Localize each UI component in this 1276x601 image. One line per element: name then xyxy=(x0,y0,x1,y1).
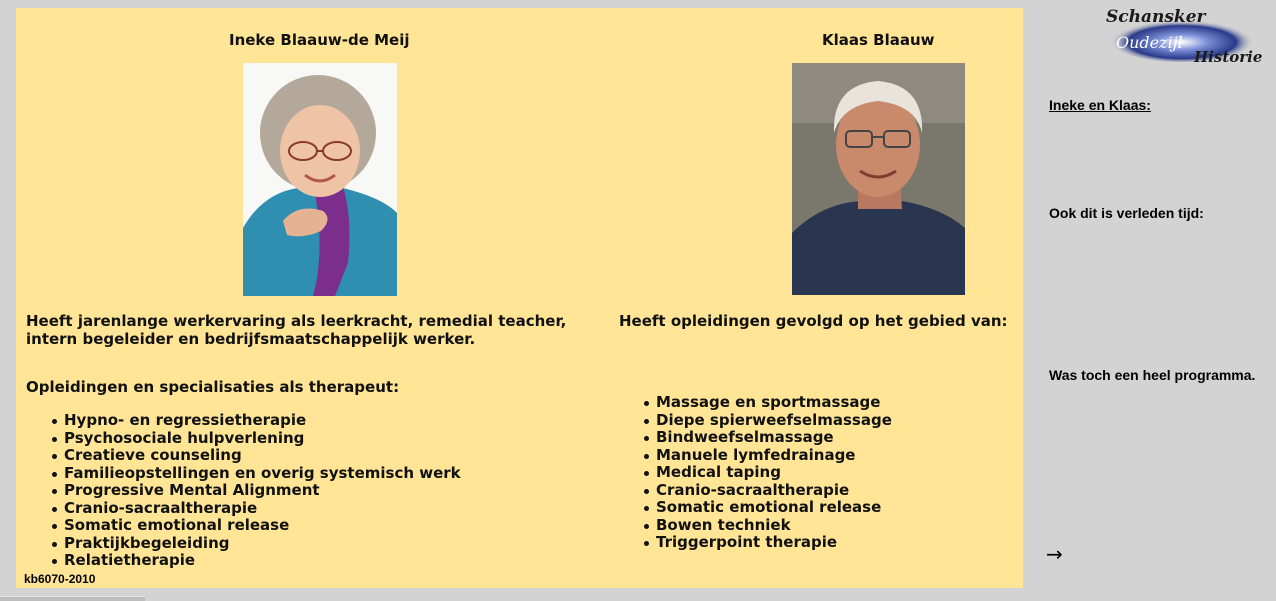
left-intro-line2: intern begeleider en bedrijfsmaatschappelijk werker. xyxy=(26,330,476,348)
list-item: Medical taping xyxy=(640,464,892,482)
main-panel xyxy=(16,8,1023,588)
right-intro: Heeft opleidingen gevolgd op het gebied van: xyxy=(619,312,1008,330)
portrait-woman xyxy=(243,63,397,296)
left-skills-list xyxy=(48,412,461,570)
sidebar-text-programma: Was toch een heel programma. xyxy=(1049,367,1256,383)
sidebar-text-verleden: Ook dit is verleden tijd: xyxy=(1049,205,1204,221)
list-item: Hypno- en regressietherapie xyxy=(48,412,461,430)
logo-line2: Oudezijl xyxy=(1116,33,1183,52)
horizontal-scrollbar[interactable] xyxy=(0,596,145,601)
footer-code: kb6070-2010 xyxy=(24,572,96,586)
left-intro-line1: Heeft jarenlange werkervaring als leerkracht, remedial teacher, xyxy=(26,312,567,330)
left-intro xyxy=(26,312,616,348)
list-item: Massage en sportmassage xyxy=(640,394,892,412)
site-logo[interactable] xyxy=(1102,4,1272,66)
right-person-name: Klaas Blaauw xyxy=(822,31,935,49)
list-item: Somatic emotional release xyxy=(640,499,892,517)
klaas-photo xyxy=(792,63,965,295)
sidebar xyxy=(1030,0,1276,600)
logo-graphic xyxy=(1102,4,1272,66)
left-training-heading: Opleidingen en specialisaties als therapeut: xyxy=(26,378,400,396)
list-item: Familieopstellingen en overig systemisch werk xyxy=(48,465,461,483)
list-item: Somatic emotional release xyxy=(48,517,461,535)
list-item: Cranio-sacraaltherapie xyxy=(640,482,892,500)
list-item: Diepe spierweefselmassage xyxy=(640,412,892,430)
right-skills-list xyxy=(640,394,892,552)
next-arrow-icon[interactable]: → xyxy=(1046,542,1063,566)
list-item: Creatieve counseling xyxy=(48,447,461,465)
logo-line3: Historie xyxy=(1194,48,1263,66)
list-item: Progressive Mental Alignment xyxy=(48,482,461,500)
list-item: Manuele lymfedrainage xyxy=(640,447,892,465)
list-item: Relatietherapie xyxy=(48,552,461,570)
list-item: Triggerpoint therapie xyxy=(640,534,892,552)
left-column xyxy=(16,8,624,588)
ineke-photo xyxy=(243,63,397,296)
list-item: Psychosociale hulpverlening xyxy=(48,430,461,448)
right-column xyxy=(616,8,1023,588)
list-item: Praktijkbegeleiding xyxy=(48,535,461,553)
list-item: Bindweefselmassage xyxy=(640,429,892,447)
left-person-name: Ineke Blaauw-de Meij xyxy=(229,31,410,49)
list-item: Bowen techniek xyxy=(640,517,892,535)
ineke-en-klaas-link[interactable]: Ineke en Klaas: xyxy=(1049,97,1151,113)
portrait-man xyxy=(792,63,965,295)
logo-line1: Schansker xyxy=(1106,7,1206,27)
list-item: Cranio-sacraaltherapie xyxy=(48,500,461,518)
